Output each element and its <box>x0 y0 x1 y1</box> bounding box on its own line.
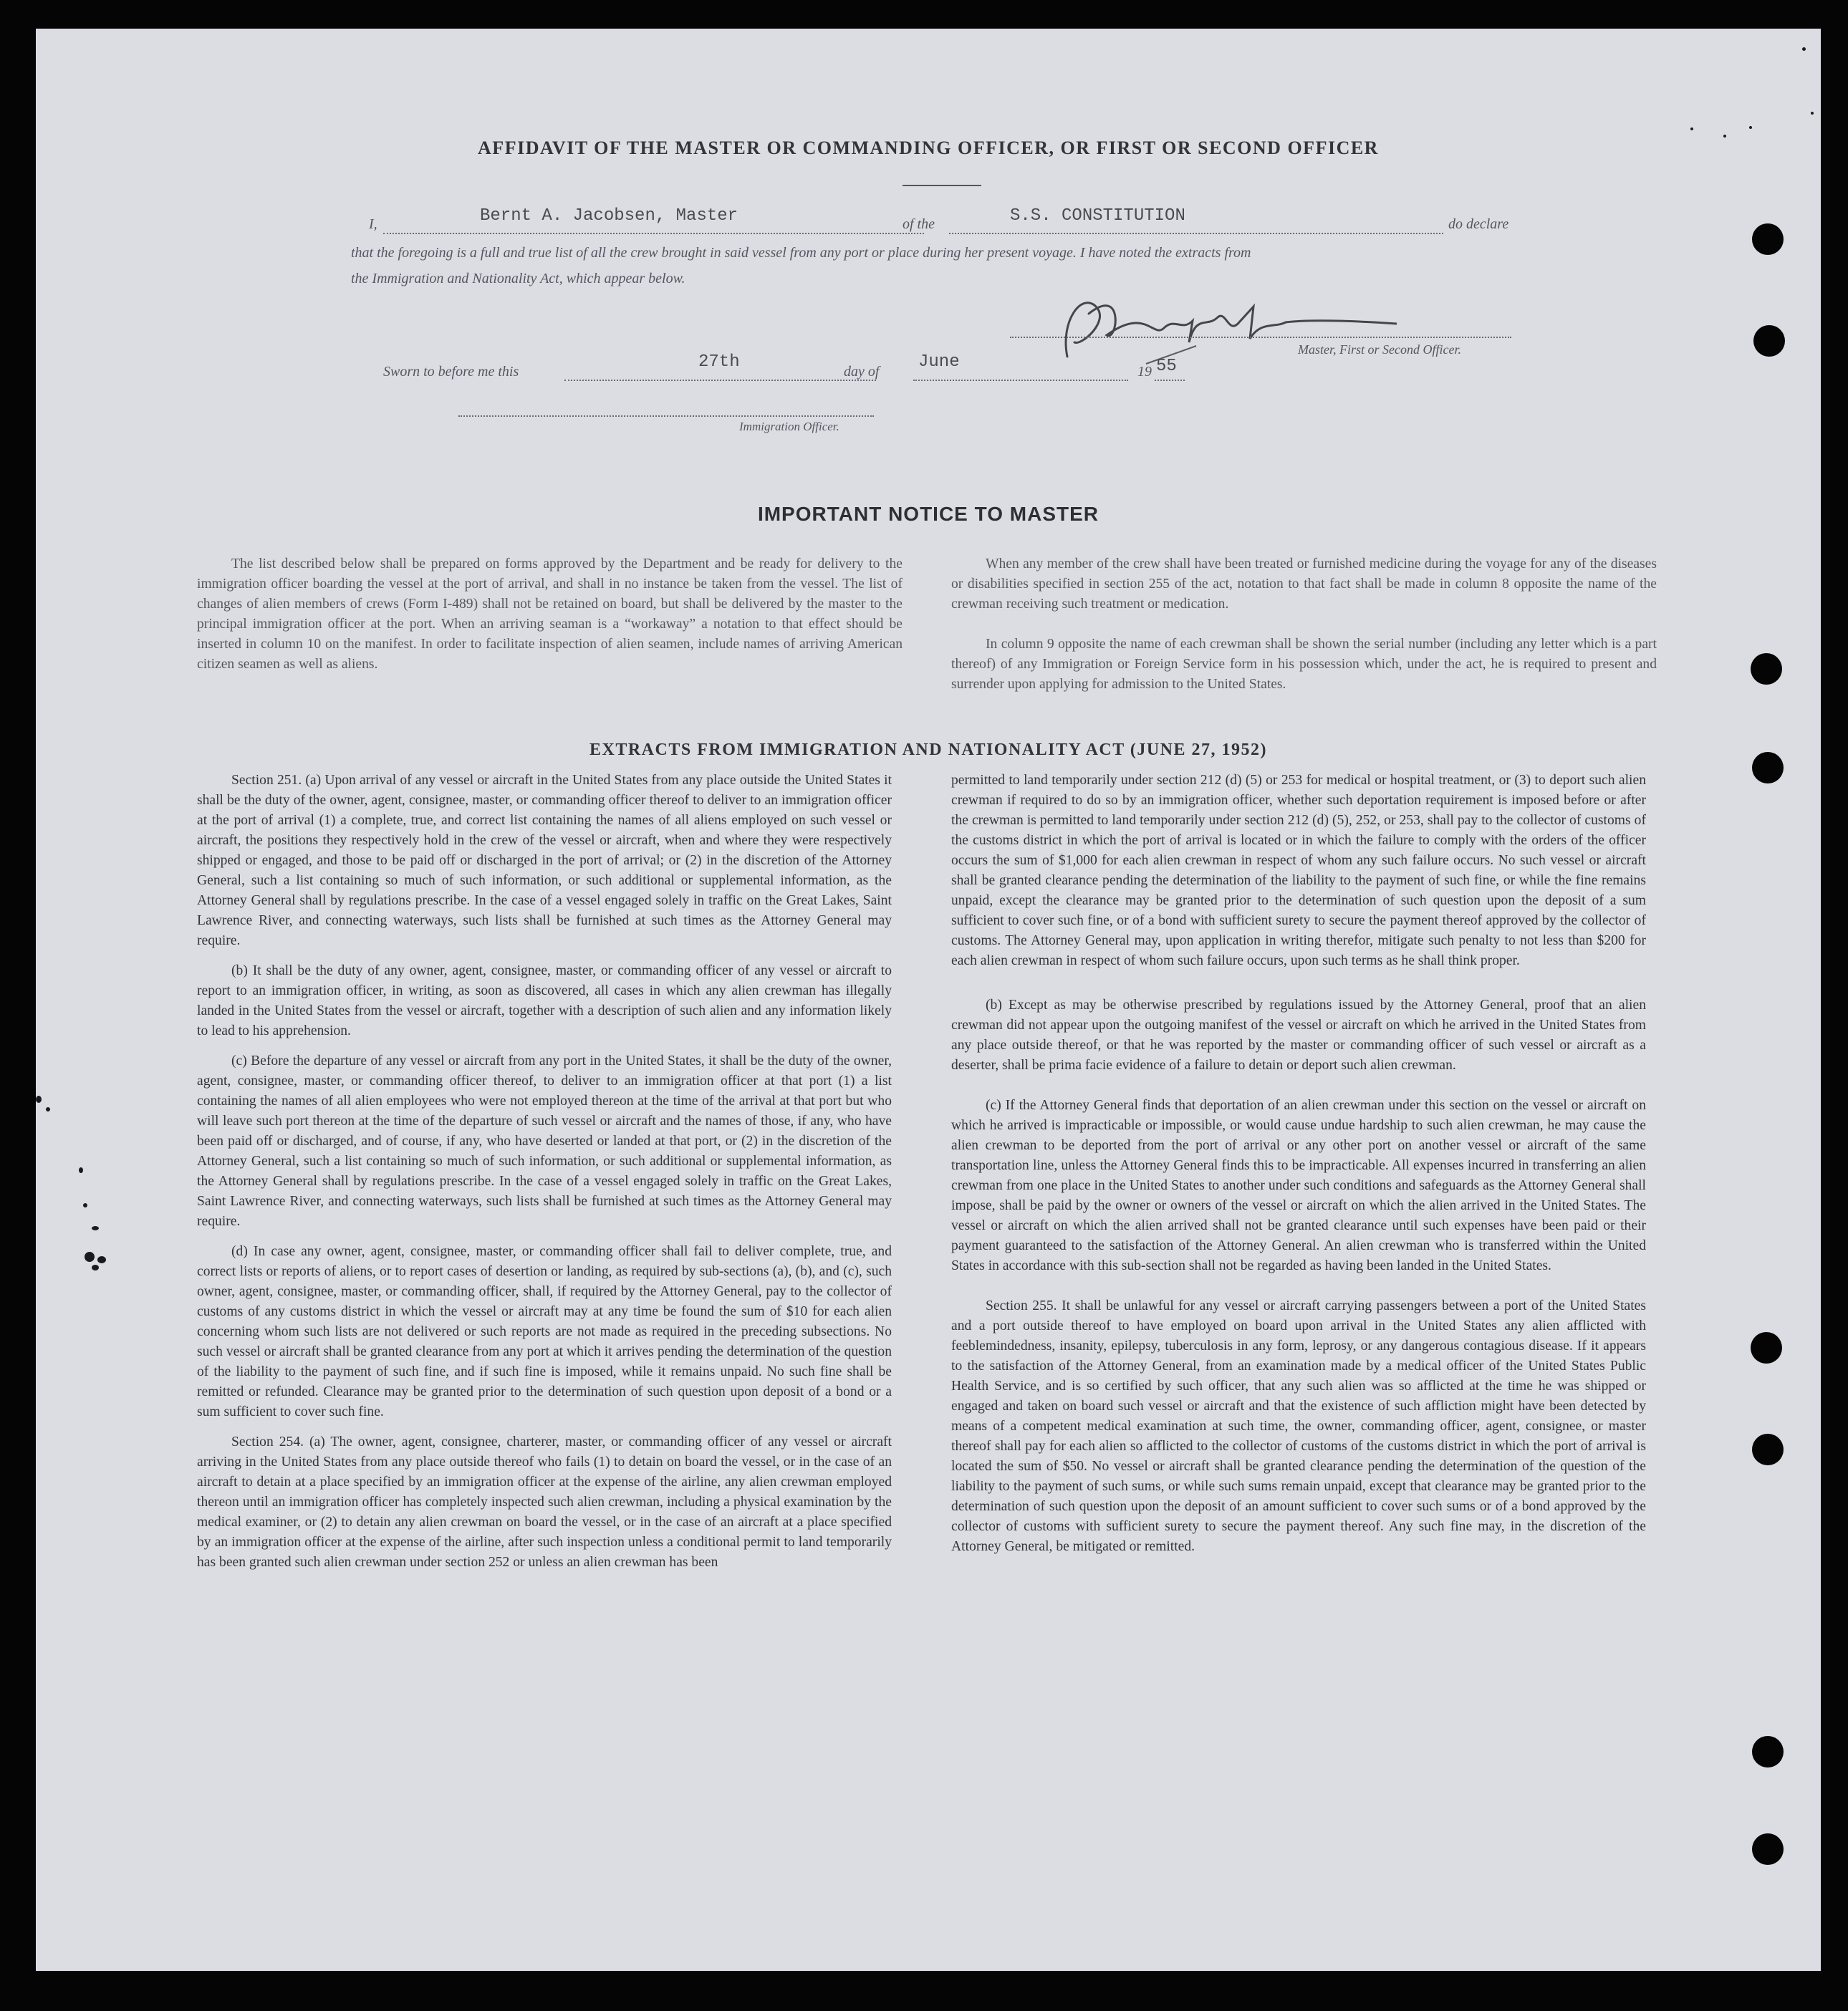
declaration-line-2: the Immigration and Nationality Act, which appear below. <box>351 271 685 286</box>
section-255: Section 255. It shall be unlawful for any vessel or aircraft carrying passengers between a port of the United States and a port outside thereof to have employed on board upon arrival in the United States any alien afflicted with feeblemindedness, insanity, epilepsy, tuberculosis in any form, leprosy, or any dangerous contagious disease. If it appears to the satisfaction of the Attorney General, from an examination made by a medical officer of the United States Public Health Service, and is so certified by such officer, that any such alien was so afflicted at the time he was shipped or engaged and taken on board such vessel or aircraft and that the existence of such affliction might have been detected by means of a competent medical examination at such time, the owner, commanding officer, agent, consignee, or master thereof shall pay for each alien so afflicted to the collector of customs of the customs district in which the port of arrival is located the sum of $50. No vessel or aircraft shall be granted clearance pending the determination of the question of the liability to the payment of such sums, or while such sums remain unpaid, except that clearance may be granted prior to the determination of such question upon the deposit of an amount sufficient to cover such sums or of a bond approved by the collector of customs with sufficient surety to secure the payment thereof. Any such fine may, in the discretion of the Attorney General, be mitigated or remitted. <box>951 1298 1646 1554</box>
scan-speck <box>79 1167 83 1173</box>
scan-speck <box>1690 127 1693 130</box>
scan-speck <box>1811 112 1814 115</box>
label-of-the: of the <box>903 216 935 232</box>
declaration-line-1: that the foregoing is a full and true list of all the crew brought in said vessel from any port or place during her present voyage. I have noted the extracts from <box>351 245 1251 261</box>
master-name-value: Bernt A. Jacobsen, Master <box>480 206 738 226</box>
sworn-month-line <box>913 380 1128 381</box>
vessel-name-value: S.S. CONSTITUTION <box>1010 206 1185 226</box>
signature-line <box>1010 337 1511 338</box>
sworn-day-value: 27th <box>698 352 740 372</box>
scan-speck <box>1749 126 1752 129</box>
notice-heading: IMPORTANT NOTICE TO MASTER <box>757 503 1099 525</box>
punch-hole <box>1751 1332 1782 1364</box>
affidavit-heading: AFFIDAVIT OF THE MASTER OR COMMANDING OFFICER, OR FIRST OR SECOND OFFICER <box>478 138 1379 158</box>
extracts-left-column <box>197 771 892 1583</box>
punch-hole <box>1753 325 1785 357</box>
scan-speck <box>92 1226 99 1230</box>
scan-speck <box>97 1256 106 1263</box>
year-prefix: 19 <box>1137 364 1152 380</box>
label-day-of: day of <box>844 364 880 380</box>
punch-hole <box>1752 1434 1784 1465</box>
vessel-name-line <box>949 233 1443 234</box>
punch-hole <box>1752 1833 1784 1865</box>
section-251-a: Section 251. (a) Upon arrival of any vessel or aircraft in the United States from any place outside the United States it shall be the duty of the owner, agent, consignee, master, or commanding officer thereof to deliver to an immigration officer at the port of arrival (1) a complete, true, and correct list containing the names of all aliens employed on such vessel or aircraft, the positions they respectively hold in the crew of the vessel or aircraft, when and where they were respectively shipped or engaged, and those to be paid off or discharged in the port of arrival; or (2) in the discretion of the Attorney General, such a list containing so much of such information, or such additional or supplemental information, as the Attorney General shall by regulations prescribe. In the case of a vessel engaged solely in traffic on the Great Lakes, Saint Lawrence River, and connecting waterways, such lists shall be furnished at such times as the Attorney General may require. <box>197 773 892 948</box>
scan-speck <box>85 1252 95 1262</box>
section-254-a: Section 254. (a) The owner, agent, consignee, charterer, master, or commanding officer of any vessel or aircraft arriving in the United States from any place outside thereof who fails (1) to detain on board the vessel, or in the case of an aircraft to detain at a place specified by an immigration officer at the expense of the airline, any alien crewman employed thereon until an immigration officer has completely inspected such alien crewman, including a physical examination by the medical examiner, or (2) to detain any alien crewman on board the vessel, or in the case of an aircraft at a place specified by an immigration officer at the expense of the airline, after such inspection unless a conditional permit to land temporarily has been granted such alien crewman under section 252 or unless an alien crewman has been <box>197 1434 892 1570</box>
immigration-officer-caption: Immigration Officer. <box>739 420 839 433</box>
punch-hole <box>1752 1736 1784 1768</box>
scan-speck <box>1802 47 1806 51</box>
immigration-officer-line <box>458 415 874 417</box>
document-page <box>36 29 1821 1971</box>
scan-speck <box>92 1265 99 1270</box>
section-251-d: (d) In case any owner, agent, consignee, master, or commanding officer shall fail to deliver complete, true, and correct lists or reports of aliens, or to report cases of desertion or landing, as required by sub-sections (a), (b), and (c), such owner, agent, consignee, master, or commanding officer, shall, if required by the Attorney General, pay to the collector of customs of any customs district in which the vessel or aircraft may at any time be found the sum of $10 for each alien concerning whom such lists are not delivered or such reports are not made as required in the preceding subsections. No such vessel or aircraft shall be granted clearance from any port at which it arrives pending the determination of the question of the liability to the payment of such fine, and if such fine is imposed, while it remains unpaid. No such fine shall be remitted or refunded. Clearance may be granted prior to the determination of such question upon deposit of a bond or a sum sufficient to cover such fine. <box>197 1244 892 1419</box>
extracts-heading: EXTRACTS FROM IMMIGRATION AND NATIONALITY ACT (JUNE 27, 1952) <box>589 741 1267 759</box>
extracts-right-column <box>951 771 1646 1567</box>
label-i: I, <box>369 216 377 232</box>
section-254-b: (b) Except as may be otherwise prescribed by regulations issued by the Attorney General, proof that an alien crewman did not appear upon the outgoing manifest of the vessel or aircraft on which he arrived in the United States from any place outside thereof, or that he was reported by the master or commanding officer of such vessel or aircraft as a deserter, shall be prima facie evidence of a failure to detain or deport such alien crewman. <box>951 998 1646 1073</box>
sworn-month-value: June <box>918 352 960 372</box>
scan-speck <box>46 1107 50 1111</box>
section-254-c: (c) If the Attorney General finds that deportation of an alien crewman under this section on the vessel or aircraft on which he arrived is impracticable or impossible, or would cause undue hardship to such alien crewman, he may cause the alien crewman to be deported from the port of arrival or any other port on another vessel or aircraft of the same transportation line, unless the Attorney General finds this to be impracticable. All expenses incurred in transferring an alien crewman from one place in the United States to another under such conditions and safeguards as the Attorney General shall impose, shall be paid by the owner or owners of the vessel or aircraft on which the alien arrived in the United States. The vessel or aircraft on which the alien arrived shall not be granted clearance until such expenses have been paid or their payment guaranteed to the satisfaction of the Attorney General. An alien crewman who is transferred within the United States in accordance with this sub-section shall not be regarded as having been landed in the United States. <box>951 1098 1646 1273</box>
signature-caption: Master, First or Second Officer. <box>1298 342 1461 357</box>
punch-hole <box>1752 223 1784 255</box>
sworn-year-line <box>1155 380 1185 381</box>
label-sworn: Sworn to before me this <box>383 364 519 380</box>
notice-right-paragraph-1: When any member of the crew shall have been treated or furnished medicine during the voyage for any of the diseases or disabilities specified in section 255 of the act, notation to that fact shall be made in column 8 opposite the name of the crewman receiving such treatment or medication. <box>951 556 1657 612</box>
sworn-year-value: 55 <box>1156 357 1177 376</box>
label-do-declare: do declare <box>1448 216 1509 232</box>
punch-hole <box>1752 752 1784 783</box>
notice-left-paragraph: The list described below shall be prepared on forms approved by the Department and be ready for delivery to the immigration officer boarding the vessel at the port of arrival, and shall in no instance be taken from the vessel. The list of changes of alien members of crews (Form I-489) shall not be retained on board, but shall be delivered by the master to the principal immigration officer at the port. When an arriving seaman is a “workaway” a notation to that effect should be inserted in column 10 on the manifest. In order to facilitate inspection of alien seamen, include names of arriving American citizen seamen as well as aliens. <box>197 556 903 672</box>
scan-speck <box>1723 135 1726 138</box>
scan-speck <box>36 1096 42 1103</box>
section-251-c: (c) Before the departure of any vessel or aircraft from any port in the United States, it shall be the duty of the owner, agent, consignee, master, or commanding officer thereof, to deliver to an immigration officer at that port (1) a list containing the names of all alien employees who were not employed thereon at the time of the arrival at that port but who will leave such port thereon at the time of the departure of such vessel or aircraft and the names of those, if any, who have been paid off or discharged, and of course, if any, who have deserted or landed at that port, or (2) in the discretion of the Attorney General, such a list containing so much of such information, or such additional or supplemental information, as the Attorney General shall by regulations prescribe. In the case of a vessel engaged solely in traffic on the Great Lakes, Saint Lawrence River, and connecting waterways, such lists shall be furnished at such times as the Attorney General may require. <box>197 1053 892 1229</box>
section-251-b: (b) It shall be the duty of any owner, agent, consignee, master, or commanding officer of any vessel or aircraft to report to an immigration officer, in writing, as soon as discovered, all cases in which any alien crewman has illegally landed in the United States from the vessel or aircraft, together with a description of such alien and any information likely to lead to his apprehension. <box>197 963 892 1038</box>
sworn-day-line <box>564 380 876 381</box>
master-name-line <box>383 233 924 234</box>
heading-rule <box>903 185 981 186</box>
scan-speck <box>83 1203 87 1207</box>
notice-right-paragraph-2: In column 9 opposite the name of each crewman shall be shown the serial number (including any letter which is a part thereof) of any Immigration or Foreign Service form in his possession which, under the act, he is required to present and surrender upon applying for admission to the United States. <box>951 637 1657 692</box>
punch-hole <box>1751 653 1782 685</box>
section-254-a-continued: permitted to land temporarily under section 212 (d) (5) or 253 for medical or hospital treatment, or (3) to deport such alien crewman if required to do so by an immigration officer, whether such deportation requirement is imposed before or after the crewman is permitted to land temporarily under section 212 (d) (5), 252, or 253, shall pay to the collector of customs of the customs district in which the port of arrival is located or in which the failure to comply with the orders of the officer occurs the sum of $1,000 for each alien crewman in respect of whom any such failure occurs. No such vessel or aircraft shall be granted clearance pending the determination of the liability to the payment of such fine, or while the fine remains unpaid, except the clearance may be granted prior to the determination of such question upon the deposit of a sum sufficient to cover such fine, or of a bond with sufficient surety to secure the payment thereof approved by the collector of customs. The Attorney General may, upon application in writing therefor, mitigate such penalty to not less than $200 for each alien crewman in respect of whom such failure occurs, upon such terms as he shall think proper. <box>951 773 1646 968</box>
